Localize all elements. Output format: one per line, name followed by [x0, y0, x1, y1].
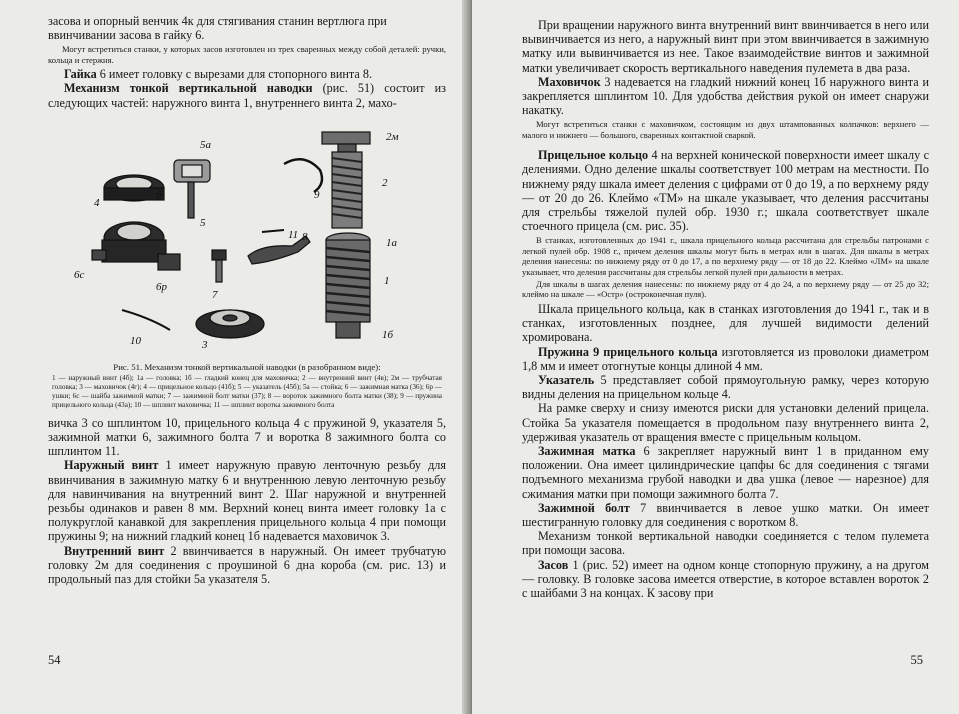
term-mechanism: Механизм тонкой вертикальной наводки [64, 81, 313, 96]
figure-label: 5 [200, 216, 206, 229]
page-number-right: 55 [910, 653, 923, 667]
term-pointer: Указатель [538, 372, 595, 387]
term-clamp-nut: Зажимная матка [538, 443, 636, 458]
left-page [0, 0, 470, 714]
figure-label: 1б [382, 328, 394, 341]
cotter-pin-11-drawing [262, 230, 284, 232]
inner-screw-drawing [322, 132, 370, 228]
figure-label: 9 [314, 188, 320, 201]
paragraph-rotation: При вращении наружного винта внутренний винт ввинчивается в него или вывинчивается из него, а наружный винт при этом ввинчивается в зажимную матку или вывинчивается из нее. Такое взаимодействие винтов и зажимной матки увеличивает скорость вертикального наведения пулемета в два раза. [522, 18, 929, 75]
term-gaika: Гайка [64, 67, 97, 82]
lever-drawing [248, 236, 310, 264]
term-spring: Пружина 9 прицельного кольца [538, 344, 718, 359]
paragraph-spring: Пружина 9 прицельного кольца изготовляется из проволоки диаметром 1,8 мм и имеет отогнутые концы длиной 4 мм. [522, 344, 929, 373]
note-paragraph: Для шкалы в шагах деления нанесены: по нижнему ряду от 4 до 24, а по верхнему ряду — от 25 до 32; клеймо на шкале — «Остр» (остроконечная пуля). [522, 279, 929, 300]
term-clamp-bolt: Зажимной болт [538, 500, 630, 515]
pointer-part-drawing [174, 160, 210, 218]
term-outer-screw: Наружный винт [64, 458, 159, 473]
figure-label: 11 [288, 228, 299, 241]
spring-drawing [284, 159, 322, 192]
figure-label: 6с [74, 268, 85, 281]
figure-51 [52, 114, 442, 362]
term-bolt: Засов [538, 557, 569, 572]
outer-screw-drawing [326, 233, 370, 338]
right-page [472, 0, 959, 714]
figure-caption-legend: 1 — наружный винт (4б); 1а — головка; 1б — гладкий конец для маховичка; 2 — внутренний винт (4в); 2м — трубчатая головка; 3 — маховичок (4г); 4 — прицельное кольцо (41б); 5 — указатель (45б); 5а — стойка; 6 — зажимная матка (36); 6р — ушки; 6с — шайба зажимной матки; 7 — зажимной болт матки (37); 8 — вороток зажимного болта матки (38); 9 — пружина прицельного кольца (43а); 10 — шплинт маховичка; 11 — шплинт воротка зажимного болта [52, 373, 442, 409]
note-paragraph: Могут встретиться станки с маховичком, состоящим из двух штампованных колпачков: верхнего — малого и нижнего — большого, сваренных контактной сваркой. [522, 119, 929, 140]
term-inner-screw: Внутренний винт [64, 543, 165, 558]
paragraph-pointer: Указатель 5 представляет собой прямоугольную рамку, через которую видны деления на прицельном кольце 4. [522, 372, 929, 402]
figure-label: 3 [202, 338, 208, 351]
paragraph-clamp-bolt: Зажимной болт 7 ввинчивается в левое ушко матки. Он имеет шестигранную головку для соединения с воротком 8. [522, 500, 930, 529]
sight-ring-drawing [104, 175, 164, 201]
bolt-drawing [212, 250, 226, 282]
handwheel-drawing [196, 310, 264, 338]
figure-label: 10 [130, 334, 141, 347]
paragraph-outer-screw: Наружный винт 1 имеет наружную правую ленточную резьбу для ввинчивания в зажимную матку 6 и внутреннюю левую ленточную резьбу для навинчивания на внутренний винт 2. Шаг наружной и внутренней резьбы одинаков и равен 8 мм. Верхний конец винта имеет головку 1а с полукруглой канавкой для закрепления прицельного кольца 4 при помощи пружины 9; на нижний гладкий конец 1б надевается маховичок 3. [48, 458, 446, 544]
term-sight-ring: Прицельное кольцо [538, 148, 649, 163]
paragraph-mechanism: Механизм тонкой вертикальной наводки (рис. 51) состоит из следующих частей: наружного винта 1, внутреннего винта 2, махо- [48, 81, 446, 110]
paragraph-sight-ring: Прицельное кольцо 4 на верхней конической поверхности имеет шкалу с делениями. Одно деление шкалы соответствует 100 метрам на местности. По нижнему ряду шкала имеет деления с цифрами от 0 до 19, а по верхнему ряду — от 20 до 26. Клеймо «ТМ» на шкале указывает, что деления рассчитаны для стрельбы тяжелой пулей обр. 1930 г.; шкала соответствует шкале стоечного прицела (см. рис. 35). [522, 148, 929, 234]
paragraph-gaika: Гайка 6 имеет головку с вырезами для стопорного винта 8. [64, 67, 372, 82]
figure-label: 6 [156, 188, 162, 201]
note-paragraph: Могут встретиться станки, у которых засов изготовлен из трех сваренных между собой деталей: ручки, кольца и стержня. [48, 44, 446, 65]
figure-caption-title: Рис. 51. Механизм тонкой вертикальной наводки (в разобранном виде): [113, 361, 381, 372]
exploded-mechanism-drawing [52, 114, 442, 362]
figure-label: 1а [386, 236, 397, 249]
intro-line: засова и опорный венчик 4к для стягивания станин вертлюга при ввинчивании засова в гайку 6. [48, 14, 387, 43]
paragraph-clamp-nut: Зажимная матка 6 закрепляет наружный винт 1 в приданном ему положении. Она имеет цилиндрические цапфы 6с для соединения с тягами подъемного механизма грубой наводки и два ушка (левое — нарезное) для сжимания матки при помощи зажимного болта 7. [522, 443, 929, 501]
page-number-left: 54 [48, 653, 61, 667]
figure-label: 8 [302, 230, 308, 243]
cotter-pin-10-drawing [122, 310, 170, 330]
figure-label: 6р [156, 280, 167, 293]
paragraph-continuation: вичка 3 со шплинтом 10, прицельного кольца 4 с пружиной 9, указателя 5, зажимной матки 6, зажимного болта 7 и воротка 8 зажимного болта со шплинтом 11. [48, 415, 446, 459]
paragraph-bolt: Засов 1 (рис. 52) имеет на одном конце стопорную пружину, а на другом — головку. В головке засова имеется отверстие, в которое вставлен вороток 2 с шайбами 3 на концах. К засову при [522, 557, 929, 600]
paragraph-inner-screw: Внутренний винт 2 ввинчивается в наружный. Он имеет трубчатую головку 2м для соединения с проушиной 6 дна короба (см. рис. 13) и продольный паз для стойки 5а указателя 5. [48, 543, 446, 587]
figure-label: 5а [200, 138, 211, 151]
note-paragraph: В станках, изготовленных до 1941 г., шкала прицельного кольца рассчитана для стрельбы патронами с легкой пулей обр. 1908 г., причем деления шкалы могут быть в метрах или в шагах. Для шкалы в метрах деления нанесены: по нижнему ряду от 0 до 17, а по верхнему ряду — от 18 до 22. Клеймо «ЛМ» на шкале указывает, что деления рассчитаны для стрельбы легкой пулей при дальности в метрах. [522, 235, 929, 277]
term-handwheel: Маховичок [538, 74, 601, 89]
paragraph-connection: Механизм тонкой вертикальной наводки соединяется с телом пулемета при помощи засова. [522, 529, 929, 558]
figure-label: 1 [384, 274, 390, 287]
figure-label: 7 [212, 288, 218, 301]
figure-label: 2 [382, 176, 388, 189]
clamp-nut-drawing [92, 222, 180, 270]
figure-label: 4 [94, 196, 100, 209]
paragraph-frame: На рамке сверху и снизу имеются риски для установки делений прицела. Стойка 5а указателя помещается в продольном пазу внутреннего винта 2, удерживая указатель от вращения вместе с прицельным кольцом. [522, 401, 929, 444]
paragraph-scale: Шкала прицельного кольца, как в станках изготовления до 1941 г., так и в станках, изготовленных позднее, для лучшей видимости делений хромирована. [522, 301, 929, 345]
figure-label: 2м [386, 130, 399, 143]
paragraph-handwheel: Маховичок 3 надевается на гладкий нижний конец 1б наружного винта и закрепляется шплинтом 10. Для удобства действия рукой он имеет снаружи накатку. [522, 74, 929, 118]
